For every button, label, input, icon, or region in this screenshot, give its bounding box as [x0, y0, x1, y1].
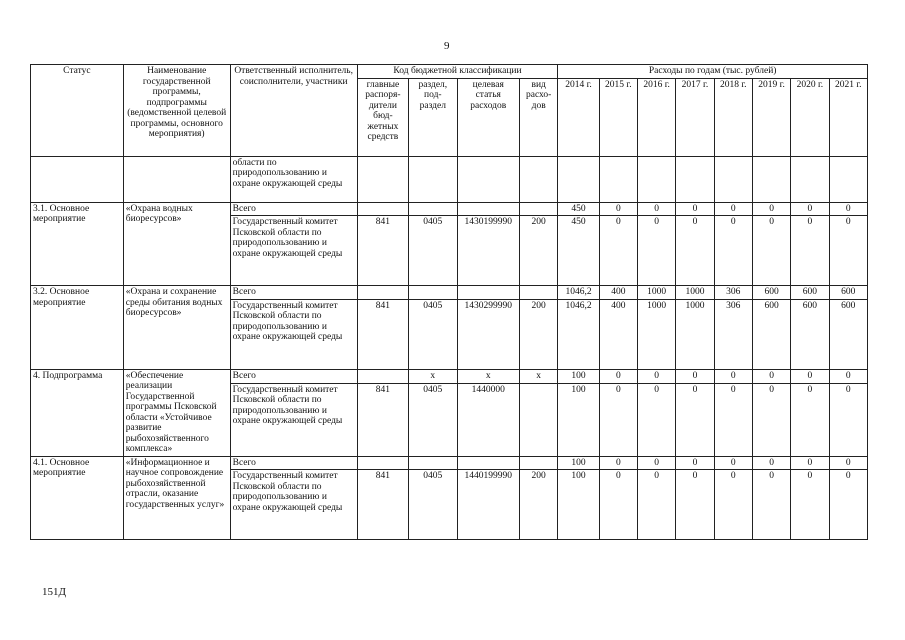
executor-cell: Государственный комитет Псковской области по природопользованию и охране окружающей среды [230, 383, 357, 456]
value-cell: 0 [752, 456, 790, 470]
header-year: 2014 г. [558, 78, 599, 156]
value-cell: 0 [714, 383, 752, 456]
code-cell: 841 [357, 383, 408, 456]
value-cell: 600 [829, 286, 867, 300]
header-expenses: Расходы по годам (тыс. рублей) [558, 65, 868, 79]
value-cell: 0 [829, 456, 867, 470]
code-cell [520, 456, 558, 470]
executor-cell: Всего [230, 286, 357, 300]
header-year: 2021 г. [829, 78, 867, 156]
value-cell: 1000 [637, 286, 675, 300]
value-cell: 0 [714, 202, 752, 216]
value-cell: 306 [714, 299, 752, 369]
code-cell [409, 456, 457, 470]
code-cell: 200 [520, 470, 558, 540]
block-total-row [31, 369, 868, 383]
executor-cell: Государственный комитет Псковской области по природопользованию и охране окружающей среды [230, 299, 357, 369]
value-cell: 0 [637, 383, 675, 456]
value-cell: 450 [558, 216, 599, 286]
value-cell: 0 [714, 470, 752, 540]
value-cell: 0 [599, 456, 637, 470]
executor-cell: Всего [230, 369, 357, 383]
name-cell: «Охрана водных биоресурсов» [123, 202, 230, 286]
value-cell: 0 [829, 216, 867, 286]
code-cell [520, 286, 558, 300]
code-cell: 200 [520, 299, 558, 369]
value-cell: 0 [791, 470, 829, 540]
code-cell [520, 202, 558, 216]
code-cell: 0405 [409, 299, 457, 369]
executor-cell: Государственный комитет Псковской области по природопользованию и охране окружающей среды [230, 216, 357, 286]
value-cell: 0 [676, 470, 714, 540]
code-cell: 0405 [409, 470, 457, 540]
header-year: 2017 г. [676, 78, 714, 156]
header-executor: Ответственный исполнитель, соисполнители, участники [230, 65, 357, 157]
value-cell: 0 [637, 470, 675, 540]
footer-code: 151Д [42, 586, 67, 598]
status-cell: 3.2. Основное мероприятие [31, 286, 124, 370]
executor-cell: Всего [230, 456, 357, 470]
value-cell: 0 [637, 369, 675, 383]
code-cell: х [457, 369, 520, 383]
name-cell: «Обеспечение реализации Государственной программы Псковской области «Устойчивое развитие рыбохозяйственного комплекса» [123, 369, 230, 456]
value-cell: 400 [599, 286, 637, 300]
block-total-row [31, 456, 868, 470]
block-total-row [31, 286, 868, 300]
value-cell: 600 [752, 286, 790, 300]
code-cell [409, 202, 457, 216]
header-status: Статус [31, 65, 124, 157]
code-cell: 0405 [409, 216, 457, 286]
name-cell: «Информационное и научное сопровождение рыбохозяйственной отрасли, оказание государственных услуг» [123, 456, 230, 540]
value-cell: 0 [791, 369, 829, 383]
value-cell: 0 [752, 202, 790, 216]
code-cell [357, 202, 408, 216]
value-cell: 100 [558, 456, 599, 470]
value-cell: 0 [829, 470, 867, 540]
budget-table [30, 64, 868, 540]
value-cell: 0 [791, 202, 829, 216]
value-cell: 0 [676, 369, 714, 383]
value-cell: 0 [791, 456, 829, 470]
value-cell: 1046,2 [558, 299, 599, 369]
value-cell: 450 [558, 202, 599, 216]
value-cell: 100 [558, 383, 599, 456]
code-cell: 1430299990 [457, 299, 520, 369]
code-cell: 841 [357, 299, 408, 369]
value-cell: 100 [558, 470, 599, 540]
value-cell: 0 [599, 202, 637, 216]
value-cell: 0 [829, 202, 867, 216]
name-cell: «Охрана и сохранение среды обитания водных биоресурсов» [123, 286, 230, 370]
code-cell [409, 286, 457, 300]
code-cell [457, 456, 520, 470]
value-cell: 0 [599, 470, 637, 540]
value-cell: 600 [791, 299, 829, 369]
value-cell: 0 [752, 216, 790, 286]
value-cell: 1046,2 [558, 286, 599, 300]
value-cell: 0 [676, 216, 714, 286]
value-cell: 0 [676, 456, 714, 470]
value-cell: 0 [599, 383, 637, 456]
header-year: 2016 г. [637, 78, 675, 156]
code-cell [357, 369, 408, 383]
value-cell: 0 [714, 456, 752, 470]
code-cell: 841 [357, 216, 408, 286]
value-cell: 1000 [676, 299, 714, 369]
header-year: 2015 г. [599, 78, 637, 156]
page-number: 9 [444, 40, 450, 52]
code-cell: х [409, 369, 457, 383]
header-grbs: главные распоря-дители бюд-жетных средств [357, 78, 408, 156]
value-cell: 306 [714, 286, 752, 300]
header-target: целевая статья расходов [457, 78, 520, 156]
executor-cell: области по природопользованию и охране окружающей среды [230, 156, 357, 202]
header-name: Наименование государственной программы, подпрограммы (ведомственной целевой программы, основного мероприятия) [123, 65, 230, 157]
code-cell: 1440000 [457, 383, 520, 456]
value-cell: 0 [676, 202, 714, 216]
status-cell: 4.1. Основное мероприятие [31, 456, 124, 540]
value-cell: 0 [752, 369, 790, 383]
executor-cell: Всего [230, 202, 357, 216]
status-cell: 4. Подпрограмма [31, 369, 124, 456]
code-cell [357, 286, 408, 300]
header-type: вид расхо-дов [520, 78, 558, 156]
value-cell: 1000 [676, 286, 714, 300]
header-year: 2018 г. [714, 78, 752, 156]
code-cell [457, 202, 520, 216]
value-cell: 1000 [637, 299, 675, 369]
code-cell [457, 286, 520, 300]
code-cell: 0405 [409, 383, 457, 456]
value-cell: 0 [637, 216, 675, 286]
header-budget-code: Код бюджетной классификации [357, 65, 558, 79]
block-total-row [31, 202, 868, 216]
code-cell: 841 [357, 470, 408, 540]
value-cell: 0 [829, 369, 867, 383]
value-cell: 0 [599, 369, 637, 383]
code-cell: 200 [520, 216, 558, 286]
header-year: 2019 г. [752, 78, 790, 156]
status-cell: 3.1. Основное мероприятие [31, 202, 124, 286]
value-cell: 0 [714, 216, 752, 286]
value-cell: 0 [714, 369, 752, 383]
value-cell: 0 [637, 456, 675, 470]
value-cell: 400 [599, 299, 637, 369]
value-cell: 0 [599, 216, 637, 286]
value-cell: 0 [637, 202, 675, 216]
code-cell [357, 456, 408, 470]
value-cell: 0 [829, 383, 867, 456]
value-cell: 0 [752, 470, 790, 540]
value-cell: 0 [791, 216, 829, 286]
header-section: раздел, под-раздел [409, 78, 457, 156]
code-cell: 1430199990 [457, 216, 520, 286]
value-cell: 0 [791, 383, 829, 456]
value-cell: 600 [791, 286, 829, 300]
code-cell: 1440199990 [457, 470, 520, 540]
header-year: 2020 г. [791, 78, 829, 156]
continuation-row [31, 156, 868, 202]
value-cell: 600 [829, 299, 867, 369]
value-cell: 600 [752, 299, 790, 369]
value-cell: 100 [558, 369, 599, 383]
value-cell: 0 [676, 383, 714, 456]
code-cell: х [520, 369, 558, 383]
value-cell: 0 [752, 383, 790, 456]
executor-cell: Государственный комитет Псковской области по природопользованию и охране окружающей среды [230, 470, 357, 540]
code-cell [520, 383, 558, 456]
